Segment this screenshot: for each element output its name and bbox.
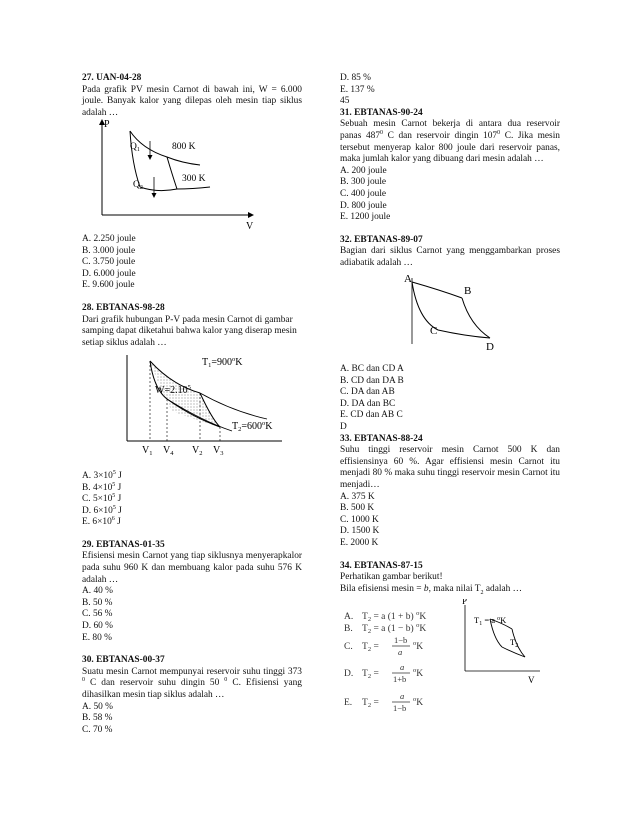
option-c[interactable]: C. 1000 K [340, 514, 379, 525]
option-a[interactable]: A. 200 joule [340, 165, 387, 176]
pv-diagram-q27 [82, 119, 302, 229]
svg-text:T2 =: $T_2$ = [362, 698, 379, 710]
option-a[interactable]: A. 2.250 joule [82, 233, 136, 244]
axis-label-v: V [246, 221, 254, 230]
question-title: 31. EBTANAS-90-24 [340, 107, 423, 118]
question-31 [340, 108, 560, 224]
option-b[interactable]: B. 500 K [340, 503, 375, 514]
option-c[interactable]: C. 56 % [82, 609, 113, 620]
option-b[interactable]: B. 300 joule [340, 177, 387, 188]
q34-figure [340, 599, 560, 729]
option-a[interactable]: A. 375 K [340, 491, 375, 502]
question-text: Suhu tinggi reservoir mesin Carnot 500 K dan effisiensinya 60 %. Agar effisiensi mesin Carnot itu menjadi 80 % maka suhu tinggi reservoir mesin Carnot itu menjadi… [340, 445, 560, 491]
svg-text:T2 =: $T_2$ = [362, 642, 379, 654]
label-q2: $Q_2$ [133, 180, 143, 192]
option-a[interactable]: A. $3\times 10^5$ J [82, 469, 122, 481]
label-v4: $V_4$ [163, 445, 174, 458]
svg-text:1−b: 1−b [393, 703, 407, 714]
option-b[interactable]: B. $4\times 10^5$ J [82, 481, 122, 493]
svg-text:C.: C. [344, 642, 353, 653]
option-e[interactable]: E. CD dan AB C [340, 410, 403, 421]
option-b[interactable]: B. 58 % [82, 713, 113, 724]
question-text: Efisiensi mesin Carnot yang tiap siklusnya menyerapkalor pada suhu 960 K dan membuang kalor pada suhu 576 K adalah … [82, 551, 302, 585]
label-v3: $V_3$ [213, 445, 224, 458]
q34-pv-diagram [462, 599, 540, 685]
svg-text:a: a [400, 662, 405, 673]
option-d[interactable]: D. 60 % [82, 621, 113, 632]
label-v1: $V_1$ [142, 445, 153, 458]
label-t2: $T_2=600^oK$ [232, 420, 273, 434]
option-e[interactable]: E. 9.600 joule [82, 280, 135, 291]
question-title: 32. EBTANAS-89-07 [340, 234, 423, 245]
question-text-line2: Bila efisiensi mesin = b, maka nilai $T_2$ adalah … [340, 583, 523, 596]
label-q1: $Q_1$ [130, 142, 140, 154]
formula-c[interactable] [344, 635, 423, 657]
question-text: Suatu mesin Carnot mempunyai reservoir suhu tinggi 373 $^0$ C dan reservoir suhu dingin 50 $^0$ C. Efisiensi yang dihasilkan mesin tiap siklus adalah … [82, 666, 302, 700]
options-list [82, 234, 302, 292]
question-title: 33. EBTANAS-88-24 [340, 433, 423, 444]
option-d[interactable]: D. DA dan BC [340, 398, 396, 409]
svg-text:D.: D. [344, 669, 354, 680]
options-list [82, 702, 302, 737]
option-a[interactable]: A. BC dan CD A [340, 364, 404, 375]
point-b: B [464, 284, 472, 297]
question-30-continued [340, 73, 560, 108]
question-27 [82, 73, 302, 292]
svg-text:T2 = a (1 − b) oK: $T_2 = a$ (1 − b) $^o$K [362, 622, 427, 636]
question-title: 34. EBTANAS-87-15 [340, 560, 423, 571]
page-number: 45 [340, 96, 350, 107]
option-b[interactable]: B. CD dan DA B [340, 375, 404, 386]
formula-a[interactable] [344, 610, 426, 623]
option-d[interactable]: D. 800 joule [340, 200, 387, 211]
question-32 [340, 235, 560, 434]
options-list [340, 166, 560, 224]
question-text: Pada grafik PV mesin Carnot di bawah ini, W = 6.000 joule. Banyak kalor yang dilepas oleh mesin tiap siklus adalah … [82, 84, 302, 118]
svg-text:1+b: 1+b [393, 674, 407, 685]
question-33 [340, 434, 560, 550]
point-a: A [404, 272, 412, 285]
options-list [82, 471, 302, 529]
question-text: Dari grafik hubungan P-V pada mesin Carnot di gambar samping dapat diketahui bahwa kalor yang diserap mesin setiap siklus adalah … [82, 314, 297, 348]
option-a[interactable]: A. 40 % [82, 586, 113, 597]
option-a[interactable]: A. 50 % [82, 701, 113, 712]
options-list [340, 364, 560, 434]
label-t1: $T_1=900^oK$ [202, 356, 243, 370]
option-b[interactable]: B. 50 % [82, 597, 113, 608]
svg-text:A.: A. [344, 612, 354, 623]
svg-text:1−b: 1−b [394, 635, 408, 646]
option-d[interactable]: D. 6.000 joule [82, 268, 136, 279]
option-e-continued: D [340, 422, 347, 433]
option-e[interactable]: E. 80 % [82, 632, 112, 643]
axis-label-p: P [104, 119, 110, 131]
option-c[interactable]: C. DA dan AB [340, 387, 395, 398]
formula-e[interactable] [344, 691, 423, 713]
svg-text:oK: $^o$K [413, 640, 424, 653]
option-d[interactable]: D. $6\times 10^5$ J [82, 504, 122, 516]
svg-text:oK: $^o$K [413, 696, 424, 709]
pv-diagram-q28 [82, 349, 302, 461]
svg-text:B.: B. [344, 624, 353, 635]
option-d[interactable]: D. 85 % [340, 73, 371, 83]
question-29 [82, 540, 302, 644]
question-text: Sebuah mesin Carnot bekerja di antara dua reservoir panas $487^0$ C dan reservoir dingin $107^0$ C. Jika mesin tersebut menyerap kalor 800 joule dari reservoir panas, maka jumlah kalor yang dibuang dari mesin adalah … [340, 119, 560, 165]
options-list [340, 492, 560, 550]
svg-text:P: P [462, 599, 468, 607]
point-c: C [430, 324, 438, 337]
label-t-hot: 800 K [172, 142, 196, 153]
option-c[interactable]: C. 400 joule [340, 188, 387, 199]
question-text: Bagian dari siklus Carnot yang menggambarkan proses adiabatik adalah … [340, 246, 560, 268]
label-t-cold: 300 K [182, 174, 206, 185]
option-c[interactable]: C. $5\times 10^5$ J [82, 492, 122, 505]
svg-text:T1 = a oK: $T_1 = a$ $^o$K [474, 615, 507, 628]
option-e[interactable]: E. 2000 K [340, 538, 379, 548]
question-34 [340, 561, 560, 734]
option-c[interactable]: C. 70 % [82, 724, 113, 735]
formula-d[interactable] [344, 662, 423, 684]
question-28 [82, 303, 302, 529]
option-e[interactable]: E. 137 % [340, 84, 375, 95]
question-30 [82, 655, 302, 736]
question-title: 30. EBTANAS-00-37 [82, 655, 165, 666]
option-d[interactable]: D. 1500 K [340, 526, 380, 537]
question-title: 27. UAN-04-28 [82, 73, 142, 83]
svg-text:oK: $^o$K [413, 667, 424, 680]
svg-text:T2: $T_2$ [510, 637, 519, 650]
formula-b[interactable] [344, 622, 426, 635]
svg-text:a: a [400, 691, 405, 702]
option-e[interactable]: E. $6\times 10^6$ J [82, 516, 121, 528]
option-c[interactable]: C. 3.750 joule [82, 257, 136, 268]
svg-text:T2 =: $T_2$ = [362, 669, 379, 681]
options-list [82, 586, 302, 644]
pv-diagram-q32 [340, 270, 560, 360]
option-e[interactable]: E. 1200 joule [340, 212, 391, 223]
question-title: 29. EBTANAS-01-35 [82, 539, 165, 550]
svg-text:a: a [398, 647, 403, 658]
svg-text:T2 = a (1 + b) oK: $T_2 = a$ (1 + b) $^o$K [362, 610, 427, 624]
label-v2: $V_2$ [192, 445, 203, 458]
label-work: $W=2.10^5$ [155, 384, 191, 397]
question-title: 28. EBTANAS-98-28 [82, 302, 165, 313]
option-b[interactable]: B. 3.000 joule [82, 245, 136, 256]
question-text-line1: Perhatikan gambar berikut! [340, 572, 443, 583]
left-column [82, 73, 302, 736]
point-d: D [486, 340, 494, 353]
right-column [340, 73, 560, 734]
svg-text:E.: E. [344, 698, 353, 709]
svg-text:V: V [528, 675, 535, 686]
